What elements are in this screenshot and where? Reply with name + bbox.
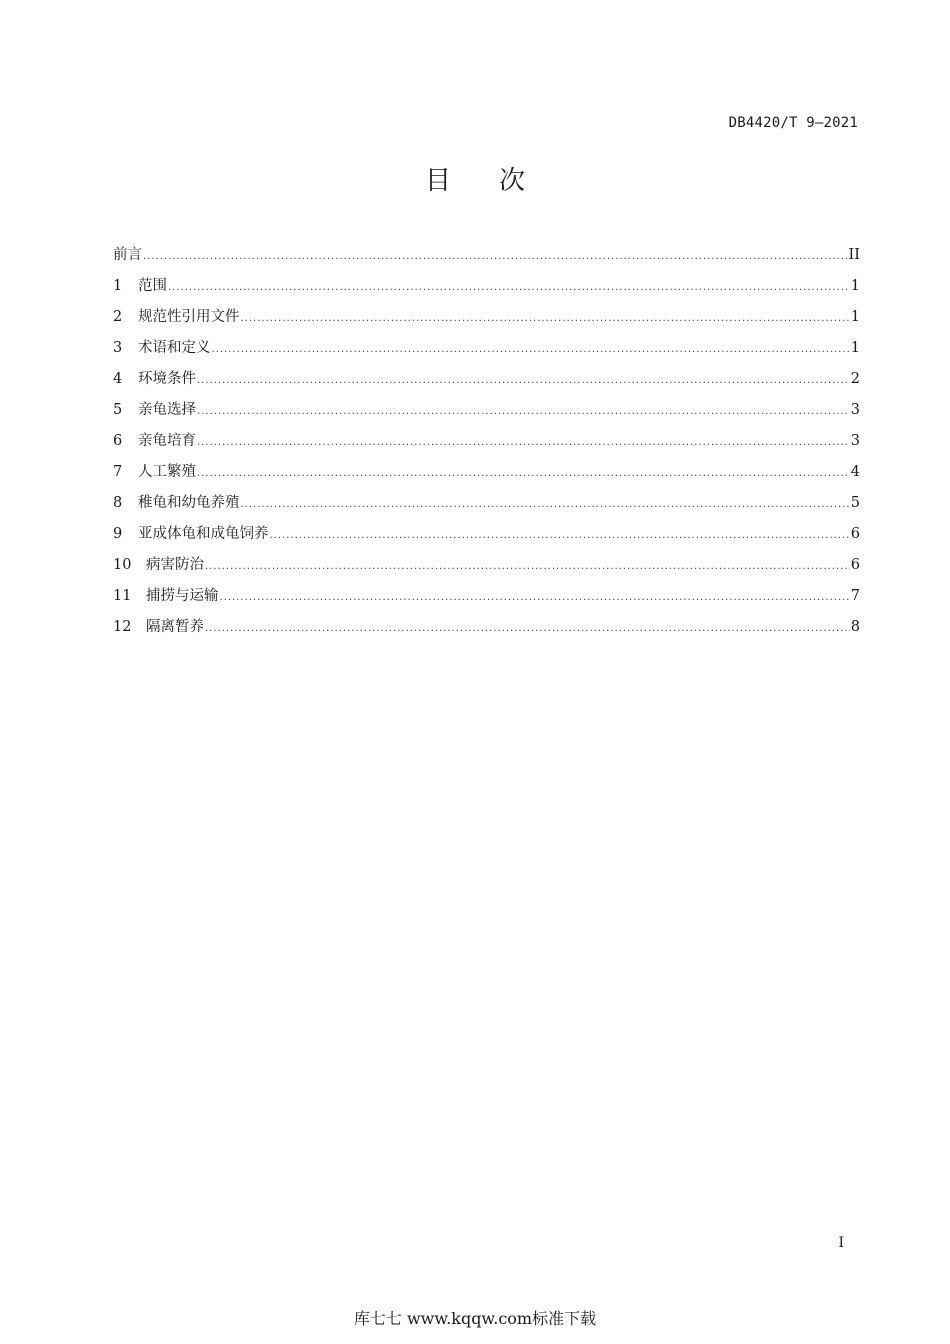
toc-dot-leader [241,303,850,334]
toc-entry-number: 10 [113,557,132,573]
toc-entry-text: 病害防治 [146,557,204,573]
toc-entry-5[interactable] [113,395,860,426]
toc-entry-11[interactable] [113,581,860,612]
toc-entry-number: 3 [113,340,123,356]
toc-entry-number: 9 [113,526,123,542]
toc-dot-leader [212,334,850,365]
toc-entry-text: 亲龟选择 [138,402,196,418]
toc-entry-7[interactable] [113,457,860,488]
toc-entry-text: 规范性引用文件 [138,309,240,325]
toc-entry-page: 8 [850,619,860,635]
document-code: DB4420/T 9—2021 [728,115,858,131]
toc-entry-number: 1 [113,278,123,294]
toc-entry-text: 捕捞与运输 [146,588,219,604]
toc-entry-number: 2 [113,309,123,325]
toc-entry-page: 6 [850,526,860,542]
toc-dot-leader [241,489,850,520]
toc-entry-4[interactable] [113,364,860,395]
toc-entry-6[interactable] [113,426,860,457]
toc-entry-text: 人工繁殖 [138,464,196,480]
toc-entry-number: 8 [113,495,123,511]
toc-entry-page: 3 [850,433,860,449]
footer-watermark: 库七七 www.kqqw.com标准下载 [353,1309,597,1328]
toc-entry-page: 5 [850,495,860,511]
toc-entry-page: 2 [850,371,860,387]
toc-entry-page: 7 [850,588,860,604]
toc-dot-leader [197,458,850,489]
toc-entry-foreword[interactable] [113,240,860,271]
toc-entry-10[interactable] [113,550,860,581]
page-title: 目次 [424,166,573,196]
toc-entry-text: 隔离暂养 [146,619,204,635]
toc-dot-leader [143,241,848,272]
toc-entry-page: 1 [850,278,860,294]
toc-dot-leader [197,396,850,427]
toc-entry-1[interactable] [113,271,860,302]
toc-entry-text: 范围 [138,278,167,294]
toc-entry-text: 稚龟和幼龟养殖 [138,495,240,511]
toc-entry-number: 5 [113,402,123,418]
toc-dot-leader [220,582,850,613]
toc-entry-12[interactable] [113,612,860,643]
toc-entry-text: 亲龟培育 [138,433,196,449]
toc-entry-page: 1 [850,340,860,356]
table-of-contents [113,240,860,643]
toc-dot-leader [205,551,850,582]
toc-dot-leader [205,613,850,644]
toc-entry-text: 亚成体龟和成龟饲养 [138,526,269,542]
toc-entry-8[interactable] [113,488,860,519]
toc-entry-page: 3 [850,402,860,418]
toc-dot-leader [270,520,850,551]
toc-entry-number: 6 [113,433,123,449]
toc-entry-page: 6 [850,557,860,573]
toc-entry-page: II [848,247,860,263]
toc-dot-leader [168,272,850,303]
toc-entry-number: 11 [113,588,132,604]
page-number: I [838,1235,844,1251]
toc-entry-9[interactable] [113,519,860,550]
toc-dot-leader [197,365,850,396]
toc-entry-number: 4 [113,371,123,387]
toc-entry-3[interactable] [113,333,860,364]
toc-entry-text: 前言 [113,247,142,263]
toc-entry-text: 环境条件 [138,371,196,387]
toc-entry-text: 术语和定义 [138,340,211,356]
toc-dot-leader [197,427,850,458]
toc-entry-number: 7 [113,464,123,480]
toc-entry-page: 1 [850,309,860,325]
toc-entry-page: 4 [850,464,860,480]
toc-entry-number: 12 [113,619,132,635]
toc-entry-2[interactable] [113,302,860,333]
